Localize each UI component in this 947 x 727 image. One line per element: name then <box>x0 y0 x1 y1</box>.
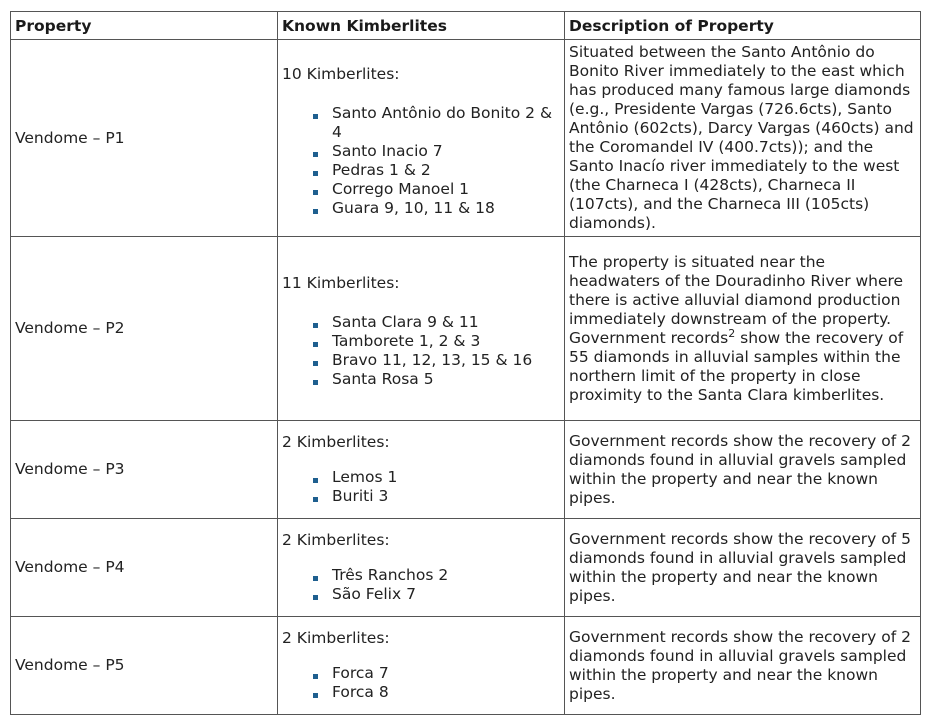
table-row <box>11 40 921 237</box>
header-property: Property <box>11 12 278 40</box>
list-item: Tamborete 1, 2 & 3 <box>313 332 560 351</box>
properties-table <box>10 11 921 715</box>
property-name: Vendome – P1 <box>11 40 278 237</box>
list-item: Forca 7 <box>313 664 560 683</box>
property-name: Vendome – P2 <box>11 237 278 421</box>
list-item: Forca 8 <box>313 683 560 702</box>
kimberlite-count: 2 Kimberlites: <box>282 433 390 451</box>
list-item: Pedras 1 & 2 <box>313 161 560 180</box>
list-item: São Felix 7 <box>313 585 560 604</box>
list-item: Buriti 3 <box>313 487 560 506</box>
kimberlite-cell <box>278 617 565 715</box>
table-row <box>11 617 921 715</box>
list-item: Santa Rosa 5 <box>313 370 560 389</box>
list-item: Bravo 11, 12, 13, 15 & 16 <box>313 351 560 370</box>
list-item: Santa Clara 9 & 11 <box>313 313 560 332</box>
kimberlite-list <box>282 104 560 218</box>
list-item: Santo Inacio 7 <box>313 142 560 161</box>
kimberlite-list <box>282 313 560 389</box>
property-name: Vendome – P5 <box>11 617 278 715</box>
header-known-kimberlites: Known Kimberlites <box>278 12 565 40</box>
property-name: Vendome – P3 <box>11 421 278 519</box>
table-row <box>11 237 921 421</box>
header-row <box>11 12 921 40</box>
list-item: Lemos 1 <box>313 468 560 487</box>
header-description: Description of Property <box>565 12 921 40</box>
kimberlite-cell <box>278 237 565 421</box>
kimberlite-cell <box>278 421 565 519</box>
property-description: Situated between the Santo Antônio do Bonito River immediately to the east which has produced many famous large diamonds (e.g., Presidente Vargas (726.6cts), Santo Antônio (602cts), Darcy Vargas (460cts) and the Coromandel IV (400.7cts)); and the Santo Inacío river immediately to the west (the Charneca I (428cts), Charneca II (107cts), and the Charneca III (105cts) diamonds). <box>565 40 921 237</box>
property-description <box>565 237 921 421</box>
kimberlite-count: 11 Kimberlites: <box>282 274 400 292</box>
kimberlite-list <box>282 566 560 604</box>
table-row <box>11 519 921 617</box>
property-description: Government records show the recovery of 5 diamonds found in alluvial gravels sampled within the property and near the known pipes. <box>565 519 921 617</box>
list-item: Guara 9, 10, 11 & 18 <box>313 199 560 218</box>
table-row <box>11 421 921 519</box>
list-item: Santo Antônio do Bonito 2 & 4 <box>313 104 560 142</box>
footnote-marker: 2 <box>728 326 736 340</box>
kimberlite-count: 2 Kimberlites: <box>282 629 390 647</box>
list-item: Três Ranchos 2 <box>313 566 560 585</box>
description-text: The property is situated near the headwaters of the Douradinho River where there is active alluvial diamond production immediately downstream of the property. Government records <box>569 252 904 347</box>
kimberlite-cell <box>278 519 565 617</box>
description-text: show the recovery of 55 diamonds in alluvial samples within the northern limit of the property in close proximity to the Santa Clara kimberlites. <box>569 328 904 404</box>
kimberlite-list <box>282 664 560 702</box>
kimberlite-count: 10 Kimberlites: <box>282 64 400 83</box>
property-description: Government records show the recovery of 2 diamonds found in alluvial gravels sampled within the property and near the known pipes. <box>565 421 921 519</box>
kimberlite-list <box>282 468 560 506</box>
property-name: Vendome – P4 <box>11 519 278 617</box>
property-description: Government records show the recovery of 2 diamonds found in alluvial gravels sampled within the property and near the known pipes. <box>565 617 921 715</box>
list-item: Corrego Manoel 1 <box>313 180 560 199</box>
kimberlite-cell <box>278 40 565 237</box>
kimberlite-count: 2 Kimberlites: <box>282 531 390 549</box>
